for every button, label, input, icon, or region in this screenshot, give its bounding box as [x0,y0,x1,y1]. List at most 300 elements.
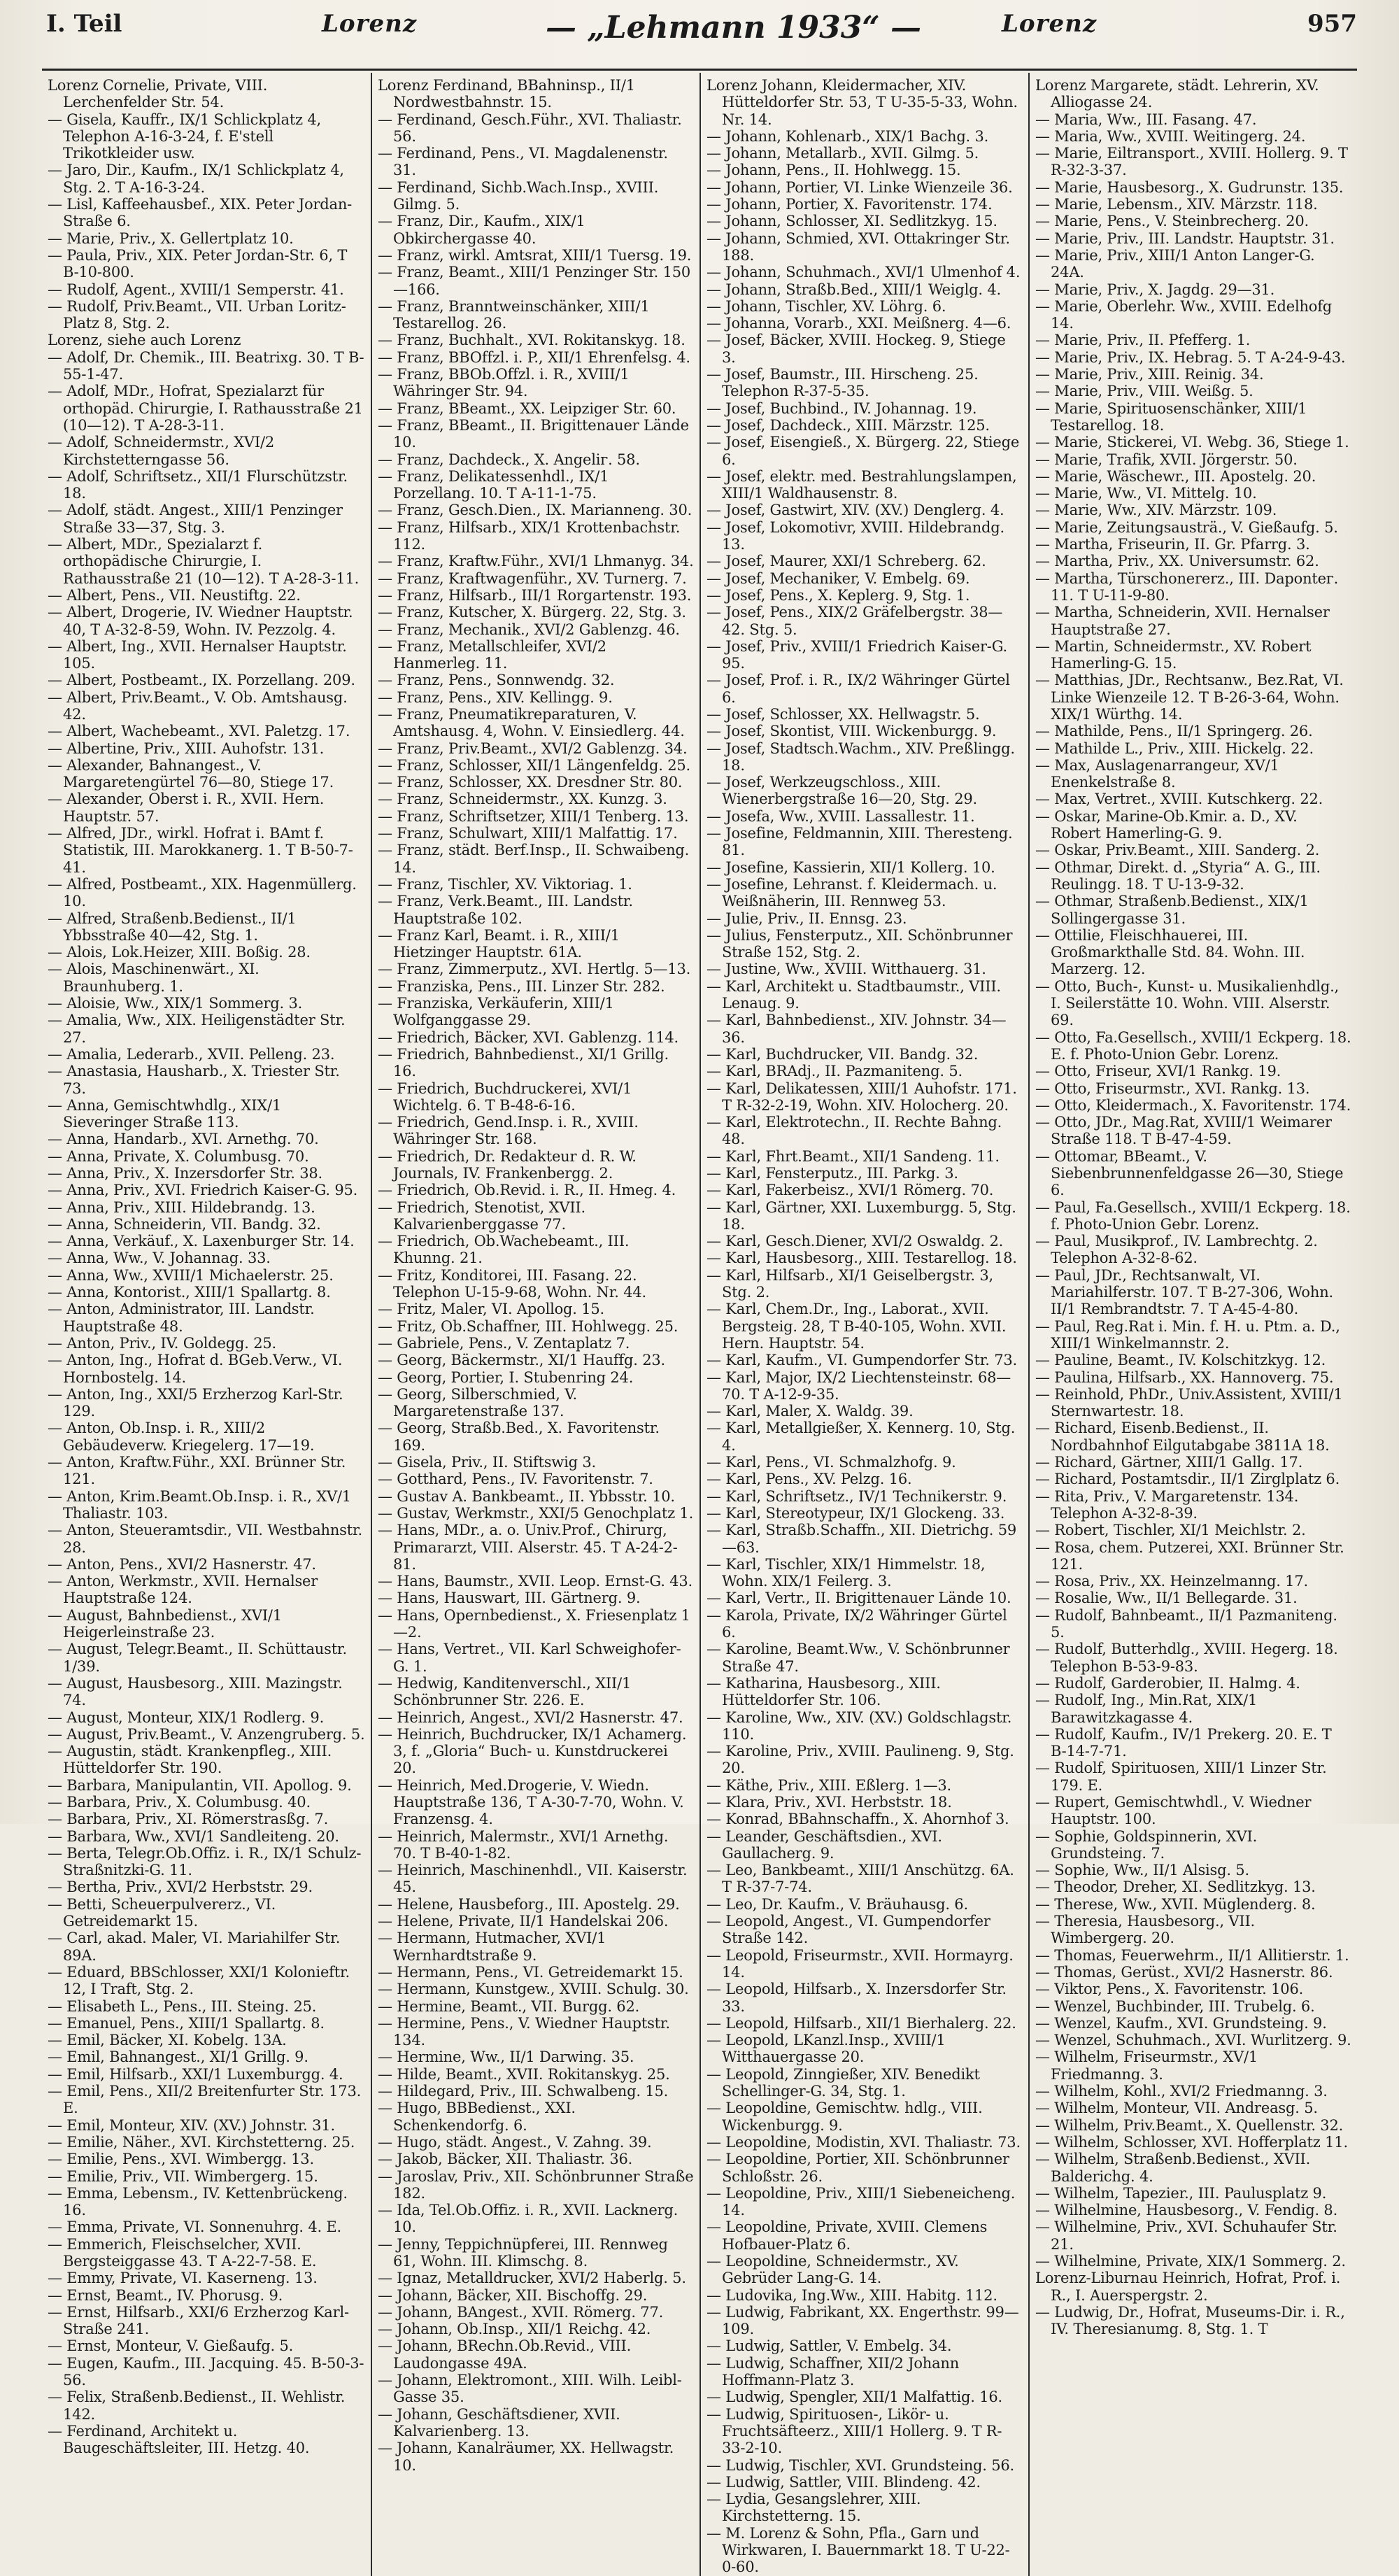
directory-entry: — Anna, Kontorist., XIII/1 Spallartg. 8. [48,1284,331,1301]
directory-entry: — Karl, Bahnbedienst., XIV. Johnstr. 34—36. [706,1012,1007,1046]
directory-entry: — Friedrich, Bäcker, XVI. Gablenzg. 114. [378,1028,679,1046]
directory-entry: — Leopold, Hilfsarb., X. Inzersdorfer Str. 33. [706,1981,1007,2015]
directory-entry: — Otto, Friseur, XVI/1 Rankg. 19. [1035,1063,1281,1080]
directory-entry: — Karl, Stereotypeur, IX/1 Glockeng. 33. [706,1504,1005,1522]
directory-entry: — Emil, Hilfsarb., XXI/1 Luxemburgg. 4. [48,2065,343,2083]
directory-entry: — Felix, Straßenb.Bedienst., II. Wehlistr. 142. [48,2389,346,2423]
directory-entry: — Anton, Pens., XVI/2 Hasnerstr. 47. [48,1555,316,1573]
directory-entry: — Amalia, Ww., XIX. Heiligenstädter Str. 27. [48,1012,346,1046]
directory-entry: — Leopoldine, Gemischtw. hdlg., VIII. Wickenburgg. 9. [706,2100,983,2134]
directory-entry: — Karl, Hausbesorg., XIII. Testarellog. 18. [706,1250,1017,1267]
directory-entry: — Anna, Schneiderin, VII. Bandg. 32. [48,1215,321,1233]
directory-entry: — Adolf, Schriftsetz., XII/1 Flurschützstr. 18. [48,467,348,502]
directory-entry: — Emmerich, Fleischselcher, XVII. Bergsteiggasse 43. T A-22-7-58. E. [48,2235,317,2270]
directory-entry: — Marie, Priv., X. Gellertplatz 10. [48,229,294,247]
directory-entry: — Karl, Fhrt.Beamt., XII/1 Sandeng. 11. [706,1147,1000,1165]
directory-entry: — Karl, Gärtner, XXI. Luxemburgg. 5, Stg. 18. [706,1198,1016,1233]
directory-entry: — Anton, Priv., IV. Goldegg. 25. [48,1334,276,1352]
directory-entry: — Ludwig, Dr., Hofrat, Museums-Dir. i. R., IV. Theresianumg. 8, Stg. 1. T [1035,2303,1345,2338]
directory-entry: — Rudolf, Butterhdlg., XVIII. Hegerg. 18. Telephon B-53-9-83. [1035,1641,1338,1675]
directory-entry: — Anastasia, Hausharb., X. Triester Str. 73. [48,1063,340,1097]
directory-entry: — Otto, Friseurmstr., XVI. Rankg. 13. [1035,1080,1310,1097]
directory-entry: — Jenny, Teppichnüpferei, III. Rennweg 61, Wohn. III. Klimschg. 8. [378,2235,668,2270]
directory-entry: — Friedrich, Bahnbedienst., XI/1 Grillg. 16. [378,1045,669,1080]
directory-entry: — Otto, Buch-, Kunst- u. Musikalienhdlg., I. Seilerstätte 10. Wohn. VIII. Alserstr. 69. [1035,977,1340,1029]
directory-entry: — Friedrich, Buchdruckerei, XVI/1 Wichtelg. 6. T B-48-6-16. [378,1080,632,1114]
directory-entry: — Carl, akad. Maler, VI. Mariahilfer Str. 89A. [48,1930,341,1964]
directory-entry: — Franz, Priv.Beamt., XVI/2 Gablenzg. 34. [378,739,688,757]
directory-entry: — Franz, Metallschleifer, XVI/2 Hanmerleg. 11. [378,637,606,672]
directory-entry: — Leander, Geschäftsdien., XVI. Gaullacherg. 9. [706,1827,942,1862]
directory-entry: — Lisl, Kaffeehausbef., XIX. Peter Jordan-Straße 6. [48,196,353,230]
directory-entry: — Johann, Schmied, XVI. Ottakringer Str. 188. [706,229,1010,264]
directory-entry: — Anton, Ing., XXI/5 Erzherzog Karl-Str. 129. [48,1385,343,1420]
directory-entry: — Betti, Scheuerpulvererz., VI. Getreidemarkt 15. [48,1895,276,1930]
directory-entry: — Josef, Schlosser, XX. Hellwagstr. 5. [706,705,980,723]
directory-entry: — Alfred, JDr., wirkl. Hofrat i. BAmt f. Statistik, III. Marokkanerg. 1. T B-50-7-41. [48,825,353,876]
directory-entry: — Adolf, Schneidermstr., XVI/2 Kirchstetterngasse 56. [48,434,275,468]
directory-entry: — Hermann, Kunstgew., XVIII. Schulg. 30. [378,1981,689,1998]
directory-entry: — Franz, Mechanik., XVI/2 Gablenzg. 46. [378,621,680,638]
directory-entry: — Ludwig, Tischler, XVI. Grundsteing. 56. [706,2456,1015,2474]
directory-entry: — Franz, Schlosser, XX. Dresdner Str. 80. [378,774,683,791]
directory-entry: — Fritz, Konditorei, III. Fasang. 22. Telephon U-15-9-68, Wohn. Nr. 44. [378,1266,646,1301]
column-3 [700,73,1028,2576]
directory-entry: — Leopoldine, Priv., XIII/1 Siebeneicheng. 14. [706,2184,1016,2219]
directory-entry: — Wilhelm, Priv.Beamt., X. Quellenstr. 32. [1035,2116,1344,2134]
directory-entry: — Ludwig, Spengler, XII/1 Malfattig. 16. [706,2389,1002,2406]
directory-entry: — August, Monteur, XIX/1 Rodlerg. 9. [48,1708,325,1726]
directory-entry: — Rudolf, Bahnbeamt., II/1 Pazmaniteng. 5. [1035,1606,1337,1641]
directory-entry: — Josefa, Ww., XVIII. Lassallestr. 11. [706,807,975,825]
directory-entry: — Hans, Opernbedienst., X. Friesenplatz 1—2. [378,1606,690,1641]
directory-entry: — Franz, Kraftw.Führ., XVI/1 Lhmanyg. 34. [378,553,694,570]
directory-entry: — Richard, Eisenb.Bedienst., II. Nordbahnhof Eilgutabgabe 3811A 18. [1035,1420,1330,1454]
directory-entry: — Ferdinand, Architekt u. Baugeschäftsleiter, III. Hetzg. 40. [48,2422,310,2457]
directory-entry: — Marie, Trafik, XVII. Jörgerstr. 50. [1035,451,1298,468]
directory-entry: — Mathilde L., Priv., XIII. Hickelg. 22. [1035,739,1314,757]
directory-entry: — Marie, Eiltransport., XVIII. Hollerg. 9. T R-32-3-37. [1035,145,1348,179]
directory-entry: — Wilhelmine, Hausbesorg., V. Fendig. 8. [1035,2202,1338,2219]
directory-entry: — Friedrich, Ob.Revid. i. R., II. Hmeg. 4. [378,1182,676,1199]
directory-entry: — Karl, Delikatessen, XIII/1 Auhofstr. 171. T R-32-2-19, Wohn. XIV. Holocherg. 20. [706,1080,1017,1114]
directory-entry: — Josef, Mechaniker, V. Embelg. 69. [706,569,970,587]
directory-entry: — Johann, Elektromont., XIII. Wilh. Leibl-Gasse 35. [378,2372,682,2406]
directory-entry: — Mathilde, Pens., II/1 Springerg. 26. [1035,723,1313,740]
directory-entry: — Franziska, Pens., III. Linzer Str. 282. [378,977,665,995]
directory-entry: — Theresia, Hausbesorg., VII. Wimbergerg. 20. [1035,1913,1256,1947]
directory-entry: — Alfred, Postbeamt., XIX. Hagenmüllerg. 10. [48,875,357,910]
directory-entry: — Marie, Lebensm., XIV. Märzstr. 118. [1035,196,1318,213]
directory-entry: — Hans, MDr., a. o. Univ.Prof., Chirurg, Primararzt, VIII. Alserstr. 45. T A-24-2-81. [378,1522,678,1573]
directory-entry: — Max, Auslagenarrangeur, XV/1 Enenkelstraße 8. [1035,756,1279,791]
directory-entry: — Julius, Fensterputz., XII. Schönbrunner Straße 152, Stg. 2. [706,926,1013,961]
directory-entry: — Georg, Straßb.Bed., X. Favoritenstr. 169. [378,1420,660,1454]
directory-entry: — Franz, Branntweinschänker, XIII/1 Testarellog. 26. [378,297,650,332]
directory-entry: — Klara, Priv., XVI. Herbststr. 18. [706,1793,952,1811]
directory-entry: — Paul, JDr., Rechtsanwalt, VI. Mariahilferstr. 107. T B-27-306, Wohn. II/1 Rembrandtstr. 7. T A-45-4-80. [1035,1266,1334,1318]
directory-entry: — Alexander, Bahnangest., V. Margaretengürtel 76—80, Stiege 17. [48,756,334,791]
directory-entry: — Amalia, Lederarb., XVII. Pelleng. 23. [48,1045,335,1063]
directory-entry: — Paul, Fa.Gesellsch., XVIII/1 Eckperg. 18. f. Photo-Union Gebr. Lorenz. [1035,1198,1351,1233]
directory-entry: — Karl, Pens., VI. Schmalzhofg. 9. [706,1454,956,1471]
directory-entry: — Marie, Stickerei, VI. Webg. 36, Stiege 1. [1035,434,1349,451]
directory-entry: — Albert, Drogerie, IV. Wiedner Hauptstr. 40, T A-32-8-59, Wohn. IV. Pezzolg. 4. [48,604,353,638]
left-running-head: Lorenz [322,10,418,38]
directory-entry: — Paulina, Hilfsarb., XX. Hannoverg. 75. [1035,1368,1334,1386]
directory-entry: — Heinrich, Angest., XVI/2 Hasnerstr. 47. [378,1708,683,1726]
directory-entry: — Fritz, Ob.Schaffner, III. Hohlwegg. 25. [378,1317,679,1335]
directory-entry: — Franz, Hilfsarb., XIX/1 Krottenbachstr. 112. [378,518,681,553]
directory-entry: — Reinhold, PhDr., Univ.Assistent, XVIII/1 Sternwartestr. 18. [1035,1385,1343,1420]
directory-entry: — Josef, Maurer, XXI/1 Schreberg. 62. [706,553,986,570]
directory-entry: — Ferdinand, Sichb.Wach.Insp., XVIII. Gilmg. 5. [378,178,659,213]
directory-entry: — Bertha, Priv., XVI/2 Herbststr. 29. [48,1878,313,1896]
directory-entry: — Anna, Priv., X. Inzersdorfer Str. 38. [48,1165,323,1182]
directory-entry: — Theodor, Dreher, XI. Sedlitzkyg. 13. [1035,1878,1316,1896]
directory-entry: — Wilhelm, Friseurmstr., XV/1 Friedmanng. 3. [1035,2048,1258,2083]
directory-entry: Lorenz Ferdinand, BBahninsp., II/1 Nordwestbahnstr. 15. [378,77,635,111]
directory-entry: — Karl, Fakerbeisz., XVI/1 Römerg. 70. [706,1182,994,1199]
directory-entry: — Ludwig, Sattler, V. Embelg. 34. [706,2337,952,2355]
directory-entry: — Martha, Priv., XX. Universumstr. 62. [1035,553,1319,570]
directory-entry: — Wenzel, Kaufm., XVI. Grundsteing. 9. [1035,2014,1327,2032]
directory-entry: — Rudolf, Spirituosen, XIII/1 Linzer Str. 179. E. [1035,1760,1327,1794]
directory-entry: — Marie, Priv., X. Jagdg. 29—31. [1035,281,1275,298]
directory-entry: — M. Lorenz & Sohn, Pfla., Garn und Wirkwaren, I. Bauernmarkt 18. T U-22-0-60. [706,2524,1010,2576]
directory-entry: — Emmy, Private, VI. Kaserneng. 13. [48,2270,318,2287]
directory-entry: — Karl, Pens., XV. Pelzg. 16. [706,1471,912,1488]
directory-entry: — Wilhelm, Monteur, VII. Andreasg. 5. [1035,2100,1318,2117]
publication-title: — „Lehmann 1933“ — [546,10,922,45]
directory-entry: — Josef, elektr. med. Bestrahlungslampen, XIII/1 Waldhausenstr. 8. [706,467,1017,502]
directory-entry: — Marie, Hausbesorg., X. Gudrunstr. 135. [1035,178,1344,196]
directory-entry: — Karl, Tischler, XIX/1 Himmelstr. 18, Wohn. XIX/1 Feilerg. 3. [706,1555,986,1590]
directory-entry: — Jaro, Dir., Kaufm., IX/1 Schlickplatz 4, Stg. 2. T A-16-3-24. [48,162,344,196]
directory-entry: — Josef, Bäcker, XVIII. Hockeg. 9, Stiege 3. [706,332,1006,366]
directory-entry: — Franz, Hilfsarb., III/1 Rorgartenstr. 193. [378,586,692,604]
directory-entry: — Marie, Spirituosenschänker, XIII/1 Testarellog. 18. [1035,399,1307,434]
directory-entry: — Josef, Dachdeck., XIII. Märzstr. 125. [706,416,990,434]
directory-entry: — Johann, BRechn.Ob.Revid., VIII. Laudongasse 49A. [378,2337,632,2372]
page-header [42,7,1357,49]
directory-entry: — Heinrich, Med.Drogerie, V. Wiedn. Hauptstraße 136, T A-30-7-70, Wohn. V. Franzensg. 4. [378,1776,684,1828]
directory-entry: — Martha, Türschonererz., III. Dapontег. 11. T U-11-9-80. [1035,569,1339,604]
directory-entry: — Emma, Private, VI. Sonnenuhrg. 4. E. [48,2218,342,2236]
directory-entry: — Marie, Zeitungsausträ., V. Gießaufg. 5. [1035,518,1338,536]
directory-entry: — Georg, Portier, I. Stubenring 24. [378,1368,634,1386]
directory-entry: — August, Telegr.Beamt., II. Schüttaustr. 1/39. [48,1641,347,1675]
column-4 [1028,73,1357,2576]
directory-entry: — Albert, Wachebeamt., XVI. Paletzg. 17. [48,723,350,740]
directory-entry: — Josef, Baumstr., III. Hirscheng. 25. Telephon R-37-5-35. [706,366,979,400]
directory-entry: — Anton, Werkmstr., XVII. Hernalser Hauptstraße 124. [48,1573,318,1607]
directory-entry: — Wilhelmine, Private, XIX/1 Sommerg. 2. [1035,2253,1346,2270]
directory-entry: — Alexander, Oberst i. R., XVII. Hern. Hauptstr. 57. [48,791,325,825]
directory-entry: — Anna, Private, X. Columbusg. 70. [48,1147,309,1165]
directory-entry: — Josef, Buchbind., IV. Johannag. 19. [706,399,977,417]
directory-entry: — Gotthard, Pens., IV. Favoritenstr. 7. [378,1471,653,1488]
entry-columns [42,73,1357,2576]
directory-entry: — Franz, Gesch.Dien., IX. Marianneng. 30. [378,502,693,519]
directory-entry: — Franz, Pens., XIV. Kellingg. 9. [378,688,613,706]
directory-entry: — Marie, Ww., XIV. Märzstr. 109. [1035,502,1277,519]
directory-entry: — Konrad, BBahnschaffn., X. Ahornhof 3. [706,1811,1009,1828]
directory-entry: — Karl, Hilfsarb., XI/1 Geiselbergstr. 3, Stg. 2. [706,1266,993,1301]
directory-entry: — Anton, Kraftw.Führ., XXI. Brünner Str. 121. [48,1454,346,1488]
directory-entry: — Josef, Skontist, VIII. Wickenburgg. 9. [706,723,997,740]
directory-entry: — Franz, Schulwart, XIII/1 Malfattig. 17. [378,825,678,842]
directory-entry: — Anna, Priv., XVI. Friedrich Kaiser-G. 95. [48,1182,358,1199]
directory-entry: — Ludwig, Sattler, VIII. Blindeng. 42. [706,2473,981,2491]
directory-entry: — Elisabeth L., Pens., III. Steing. 25. [48,1997,317,2015]
directory-entry: — Eugen, Kaufm., III. Jacquing. 45. B-50-3-56. [48,2354,364,2389]
directory-entry: — Heinrich, Buchdrucker, IX/1 Achamerg. 3, f. „Gloria“ Buch- u. Kunstdruckerei 20. [378,1725,687,1777]
directory-entry: — Franz, BBeamt., XX. Leipziger Str. 60. [378,399,676,417]
directory-entry: — Otto, Kleidermach., X. Favoritenstr. 174. [1035,1096,1351,1114]
directory-entry: — Rudolf, Agent., XVIII/1 Semperstr. 41. [48,281,344,298]
directory-entry: — Augustin, städt. Krankenpfleg., XIII. Hütteldorfer Str. 190. [48,1743,332,1777]
directory-entry: — Karl, Metallgießer, X. Kennerg. 10, Stg. 4. [706,1420,1016,1454]
directory-entry: — Katharina, Hausbesorg., XIII. Hütteldorfer Str. 106. [706,1674,941,1709]
directory-entry: — Karoline, Priv., XVIII. Paulineng. 9, Stg. 20. [706,1743,1014,1777]
directory-entry: — Jaroslav, Priv., XII. Schönbrunner Straße 182. [378,2167,694,2202]
directory-entry: — Martin, Schneidermstr., XV. Robert Hamerling-G. 15. [1035,637,1312,672]
directory-entry: — Max, Vertret., XVIII. Kutschkerg. 22. [1035,791,1323,808]
directory-entry: — Viktor, Pens., X. Favoritenstr. 106. [1035,1981,1304,1998]
directory-entry: — Rita, Priv., V. Margaretenstr. 134. Telephon A-32-8-39. [1035,1487,1299,1522]
directory-entry: — Emma, Lebensm., IV. Kettenbrückeng. 16. [48,2184,348,2219]
directory-entry: — Marie, Priv., XIII. Reinig. 34. [1035,366,1264,383]
directory-entry: — Gisela, Kauffr., IX/1 Schlickplatz 4, Telephon A-16-3-24, f. E'stell Trikotkleider usw. [48,111,322,162]
directory-entry: — Rudolf, Priv.Beamt., VII. Urban Loritz-Platz 8, Stg. 2. [48,297,346,332]
directory-entry: — Franz, BBeamt., II. Brigittenauer Lände 10. [378,416,689,451]
directory-entry: — Franz Karl, Beamt. i. R., XIII/1 Hietzinger Hauptstr. 61A. [378,926,620,961]
directory-entry: Lorenz Johann, Kleidermacher, XIV. Hütteldorfer Str. 53, T U-35-5-33, Wohn. Nr. 14. [706,77,1018,128]
directory-entry: — Ferdinand, Gesch.Führ., XVI. Thaliastr. 56. [378,111,682,145]
directory-entry: — Josef, Pens., XIX/2 Gräfelbergstr. 38—42. Stg. 5. [706,604,1003,638]
directory-entry: — Josef, Werkzeugschloss., XIII. Wienerbergstraße 16—20, Stg. 29. [706,774,978,808]
directory-entry: — Aloisie, Ww., XIX/1 Sommerg. 3. [48,995,303,1012]
directory-entry: — Franz, Delikatessenhdl., IX/1 Porzellang. 10. T A-11-1-75. [378,467,609,502]
directory-entry: — Rosalie, Ww., II/1 Bellegarde. 31. [1035,1590,1298,1607]
directory-entry: — Richard, Postamtsdir., II/1 Zirglplatz 6. [1035,1471,1340,1488]
directory-entry: — Marie, Priv., II. Pfefferg. 1. [1035,332,1251,349]
directory-entry: — Ernst, Beamt., IV. Phorusg. 9. [48,2286,283,2304]
directory-entry: — Rudolf, Kaufm., IV/1 Prekerg. 20. E. T B-14-7-71. [1035,1725,1332,1760]
directory-entry: — Georg, Silberschmied, V. Margaretenstraße 137. [378,1385,577,1420]
directory-entry: — Marie, Priv., VIII. Weißg. 5. [1035,383,1254,400]
directory-entry: — Josefine, Kassierin, XII/1 Kollerg. 10. [706,858,995,876]
directory-entry: — Heinrich, Malermstr., XVI/1 Arnethg. 70. T B-40-1-82. [378,1827,669,1862]
directory-entry: — Wilhelm, Kohl., XVI/2 Friedmanng. 3. [1035,2083,1328,2100]
directory-entry: — Johann, Kohlenarb., XIX/1 Bachg. 3. [706,127,989,145]
directory-entry: — Anton, Krim.Beamt.Ob.Insp. i. R., XV/1 Thaliastr. 103. [48,1487,351,1522]
directory-entry: — Franz, Dir., Kaufm., XIX/1 Obkirchergasse 40. [378,213,585,247]
directory-entry: — Karola, Private, IX/2 Währinger Gürtel 6. [706,1606,1007,1641]
directory-entry: — Maria, Ww., XVIII. Weitingerg. 24. [1035,127,1306,145]
directory-entry: — Friedrich, Stenotist, XVII. Kalvarienberggasse 77. [378,1198,585,1233]
directory-entry: — Karl, BRAdj., II. Pazmaniteng. 5. [706,1063,963,1080]
directory-entry: Lorenz, siehe auch Lorenz [48,332,241,349]
directory-entry: — Anton, Administrator, III. Landstr. Hauptstraße 48. [48,1301,315,1335]
directory-entry: — Johann, Straßb.Bed., XIII/1 Weiglg. 4. [706,281,1001,298]
directory-entry: — Karl, Maler, X. Waldg. 39. [706,1403,914,1420]
directory-entry: — Leopold, LKanzl.Insp., XVIII/1 Witthauergasse 20. [706,2032,946,2066]
directory-entry: — Adolf, Dr. Chemik., III. Beatrixg. 30. T B-55-1-47. [48,348,364,383]
right-running-head: Lorenz [1002,10,1098,38]
directory-entry: — Rosa, Priv., XX. Heinzelmanng. 17. [1035,1573,1308,1590]
directory-entry: — Wilhelm, Tapezier., III. Paulusplatz 9. [1035,2184,1327,2202]
directory-entry: — Johann, BAngest., XVII. Römerg. 77. [378,2303,664,2321]
directory-entry: — Friedrich, Dr. Redakteur d. R. W. Journals, IV. Frankenbergg. 2. [378,1147,637,1182]
directory-entry: — Anna, Priv., XIII. Hildebrandg. 13. [48,1198,315,1216]
directory-entry: — Julie, Priv., II. Ennsg. 23. [706,910,907,927]
directory-entry: — Ludovika, Ing.Ww., XIII. Habitg. 112. [706,2286,997,2304]
directory-entry: — Josef, Prof. i. R., IX/2 Währinger Gürtel 6. [706,672,1010,706]
directory-entry: — Anton, Ob.Insp. i. R., XIII/2 Gebäudeverw. Kriegelerg. 17—19. [48,1420,315,1454]
directory-entry: — Emilie, Priv., VII. Wimbergerg. 15. [48,2167,318,2185]
directory-entry: — Albert, Ing., XVII. Hernalser Hauptstr. 105. [48,637,347,672]
directory-entry: — Emilie, Pens., XVI. Wimbergg. 13. [48,2151,314,2168]
directory-entry: — Friedrich, Ob.Wachebeamt., III. Khunng. 21. [378,1233,630,1267]
directory-entry: — Ottomar, BBeamt., V. Siebenbrunnenfeldgasse 26—30, Stiege 6. [1035,1147,1344,1199]
directory-entry: — Franz, Pens., Sonnwendg. 32. [378,672,615,689]
directory-entry: — Hildegard, Priv., III. Schwalbeng. 15. [378,2083,669,2100]
directory-entry: — Jakob, Bäcker, XII. Thaliastr. 36. [378,2151,633,2168]
directory-entry: — Hugo, städt. Angest., V. Zahng. 39. [378,2133,652,2151]
directory-entry: — Franz, Tischler, XV. Viktoriag. 1. [378,875,632,893]
directory-entry: — Wenzel, Schuhmach., XVI. Wurlitzerg. 9. [1035,2032,1351,2049]
directory-entry: — Franz, Schriftsetzer, XIII/1 Tenberg. 13. [378,807,689,825]
directory-entry: — Josef, Lokomotivr, XVIII. Hildebrandg. 13. [706,518,1004,553]
directory-entry: — Anna, Ww., XVIII/1 Michaelerstr. 25. [48,1266,334,1284]
directory-entry: — Johann, Portier, VI. Linke Wienzeile 36. [706,178,1013,196]
header-rule [42,69,1357,71]
directory-entry: — Hans, Baumstr., XVII. Leop. Ernst-G. 43. [378,1573,693,1590]
directory-entry: — Franz, Kutscher, X. Bürgerg. 22, Stg. 3. [378,604,686,621]
directory-entry: — Hermann, Pens., VI. Getreidemarkt 15. [378,1963,683,1981]
directory-entry: — Othmar, Direkt. d. „Styria“ A. G., III. Reulingg. 18. T U-13-9-32. [1035,858,1321,893]
directory-entry: — Thomas, Feuerwehrm., II/1 Allitierstr. 1. [1035,1946,1349,1964]
directory-entry: — Ida, Tel.Ob.Offiz. i. R., XVII. Lacknerg. 10. [378,2202,679,2236]
directory-entry: — Othmar, Straßenb.Bedienst., XIX/1 Sollingergasse 31. [1035,893,1309,927]
directory-entry: — Richard, Gärtner, XIII/1 Gallg. 17. [1035,1454,1303,1471]
directory-entry: — Johann, Schuhmach., XVI/1 Ulmenhof 4. [706,264,1021,281]
directory-entry: Lorenz-Liburnau Heinrich, Hofrat, Prof. i. R., I. Auerspergstr. 2. [1035,2270,1341,2304]
directory-entry: — Helene, Private, II/1 Handelskai 206. [378,1913,669,1930]
directory-entry: — Rudolf, Ing., Min.Rat, XIX/1 Barawitzkagasse 4. [1035,1692,1258,1726]
directory-entry: — Albert, MDr., Spezialarzt f. orthopädische Chirurgie, I. Rathausstraße 21 (10—12). T A-28-3-11. [48,536,360,587]
directory-entry: — Karl, Schriftsetz., IV/1 Technikerstr. 9. [706,1487,1007,1505]
column-2 [371,73,700,2576]
directory-entry: — Leo, Bankbeamt., XIII/1 Anschützg. 6A. T R-37-7-74. [706,1862,1014,1896]
directory-entry: — Marie, Pens., V. Steinbrecherg. 20. [1035,213,1309,230]
directory-entry: — Alfred, Straßenb.Bedienst., II/1 Ybbsstraße 40—42, Stg. 1. [48,910,297,944]
directory-entry: — Leopoldine, Modistin, XVI. Thaliastr. 73. [706,2133,1021,2151]
directory-entry: — Franz, Schlosser, XII/1 Längenfeldg. 25. [378,756,691,774]
directory-entry: — Hedwig, Kanditenverschl., XII/1 Schönbrunner Str. 226. E. [378,1674,632,1709]
directory-entry: — Franz, Pneumatikreparaturen, V. Amtshausg. 4, Wohn. V. Einsiedlerg. 44. [378,705,685,740]
directory-entry: — Friedrich, Gend.Insp. i. R., XVIII. Währinger Str. 168. [378,1114,639,1148]
directory-entry: — Gustav A. Bankbeamt., II. Ybbsstr. 10. [378,1487,675,1505]
directory-entry: — Anton, Ing., Hofrat d. BGeb.Verw., VI. Hornbostelg. 14. [48,1352,343,1386]
directory-entry: — Oskar, Priv.Beamt., XIII. Sanderg. 2. [1035,842,1320,859]
directory-entry: — Leopold, Angest., VI. Gumpendorfer Straße 142. [706,1913,990,1947]
directory-entry: — Ludwig, Fabrikant, XX. Engerthstr. 99—109. [706,2303,1019,2338]
directory-entry: — Franz, Kraftwagenführ., XV. Turnerg. 7. [378,569,687,587]
directory-entry: — Karl, Straßb.Schaffn., XII. Dietrichg. 59—63. [706,1522,1017,1556]
directory-entry: — Hans, Hauswart, III. Gärtnerg. 9. [378,1590,641,1607]
directory-entry: — Eduard, BBSchlosser, XXI/1 Kolonieftr. 12, I Traft, Stg. 2. [48,1963,350,1998]
directory-entry: — Emil, Monteur, XIV. (XV.) Johnstr. 31. [48,2116,335,2134]
directory-entry: — Marie, Priv., IX. Hebrag. 5. T A-24-9-43. [1035,348,1346,366]
directory-entry: — Karl, Fensterputz., III. Parkg. 3. [706,1165,958,1182]
directory-entry: — Josef, Priv., XVIII/1 Friedrich Kaiser-G. 95. [706,637,1007,672]
directory-entry: — Anna, Handarb., XVI. Arnethg. 70. [48,1131,319,1148]
directory-entry: — Helene, Hausbeforg., III. Apostelg. 29. [378,1895,680,1913]
directory-entry: — Emil, Bäcker, XI. Kobelg. 13A. [48,2032,287,2049]
directory-entry: — Wilhelmine, Priv., XVI. Schuhaufer Str. 21. [1035,2218,1337,2253]
directory-entry: — Emilie, Näher., XVI. Kirchstetterng. 25. [48,2133,355,2151]
directory-entry: — Johann, Ob.Insp., XII/1 Reichg. 42. [378,2321,651,2338]
directory-entry: — Paula, Priv., XIX. Peter Jordan-Str. 6, T B-10-800. [48,246,348,281]
directory-entry: — Franz, wirkl. Amtsrat, XIII/1 Tuersg. 19. [378,246,692,264]
directory-entry: — Marie, Priv., III. Landstr. Hauptstr. 31. [1035,229,1335,247]
directory-entry: — Fritz, Maler, VI. Apollog. 15. [378,1301,605,1318]
directory-entry: — Gisela, Priv., II. Stiftswig 3. [378,1454,596,1471]
directory-entry: — Josefine, Lehranst. f. Kleidermach. u. Weißnäherin, III. Rennweg 53. [706,875,997,910]
directory-entry: — Franz, BBOffzl. i. P., XII/1 Ehrenfelsg. 4. [378,348,690,366]
directory-entry: — Rudolf, Garderobier, II. Halmg. 4. [1035,1674,1300,1692]
directory-entry: Lorenz Cornelie, Private, VIII. Lerchenfelder Str. 54. [48,77,268,111]
directory-entry: — Franz, Zimmerputz., XVI. Hertlg. 5—13. [378,961,691,978]
directory-entry: — Sophie, Goldspinnerin, XVI. Grundsteing. 7. [1035,1827,1258,1862]
directory-entry: — Hermann, Hutmacher, XVI/1 Wernhardtstraße 9. [378,1930,606,1964]
directory-entry: — Therese, Ww., XVII. Müglenderg. 8. [1035,1895,1316,1913]
directory-entry: — Justine, Ww., XVIII. Witthauerg. 31. [706,961,986,978]
directory-entry: — Alois, Lok.Heizer, XIII. Boßig. 28. [48,944,311,961]
directory-entry: — Johann, Metallarb., XVII. Gilmg. 5. [706,145,979,162]
directory-entry: — Leopold, Friseurmstr., XVII. Hormayrg. 14. [706,1946,1014,1981]
directory-entry: — Josef, Eisengieß., X. Bürgerg. 22, Stiege 6. [706,434,1020,468]
directory-entry: — Käthe, Priv., XIII. Eßlerg. 1—3. [706,1776,952,1794]
directory-entry: — Josef, Stadtsch.Wachm., XIV. Preßlingg. 18. [706,739,1015,774]
directory-entry: — Albert, Pens., VII. Neustiftg. 22. [48,586,301,604]
directory-entry: — Josef, Gastwirt, XIV. (XV.) Denglerg. 4. [706,502,1004,519]
directory-entry: — Anna, Gemischtwhdlg., XIX/1 Sieveringer Straße 113. [48,1096,282,1131]
directory-entry: — Franz, Dachdeck., X. Angeliг. 58. [378,451,640,468]
directory-entry: — Gabriele, Pens., V. Zentaplatz 7. [378,1334,630,1352]
directory-entry: — Johann, Tischler, XV. Löhrg. 6. [706,297,946,315]
directory-entry: — Wenzel, Buchbinder, III. Trubelg. 6. [1035,1997,1315,2015]
directory-entry: — Franz, BBOb.Offzl. i. R., XVIII/1 Währinger Str. 94. [378,366,630,400]
directory-entry: — Martha, Schneiderin, XVII. Hernalser Hauptstraße 27. [1035,604,1330,638]
directory-entry: — Karl, Kaufm., VI. Gumpendorfer Str. 73. [706,1352,1017,1369]
directory-entry: Lorenz Margarete, städt. Lehrerin, XV. Alliogasse 24. [1035,77,1319,111]
directory-entry: — Paul, Musikprof., IV. Lambrechtg. 2. Telephon A-32-8-62. [1035,1233,1318,1267]
directory-entry: — Marie, Oberlehr. Ww., XVIII. Edelhofg 14. [1035,297,1333,332]
directory-entry: — Hermine, Ww., II/1 Darwing. 35. [378,2048,634,2066]
directory-entry: — Anna, Verkäuf., X. Laxenburger Str. 14. [48,1233,355,1250]
directory-entry: — Hermine, Pens., V. Wiedner Hauptstr. 134. [378,2014,670,2049]
directory-entry: — Karl, Chem.Dr., Ing., Laborat., XVII. Bergsteig. 28, T B-40-105, Wohn. XVII. Hern. Hauptstr. 54. [706,1301,1007,1352]
directory-entry: — Georg, Bäckermstr., XI/1 Hauffg. 23. [378,1352,665,1369]
directory-entry: — August, Hausbesorg., XIII. Mazingstr. 74. [48,1674,343,1709]
directory-entry: — Barbara, Ww., XVI/1 Sandleiteng. 20. [48,1827,339,1845]
directory-entry: — Thomas, Gerüst., XVI/2 Hasnerstr. 86. [1035,1963,1333,1981]
directory-entry: — Leopold, Hilfsarb., XII/1 Bierhalerg. 22. [706,2014,1016,2032]
